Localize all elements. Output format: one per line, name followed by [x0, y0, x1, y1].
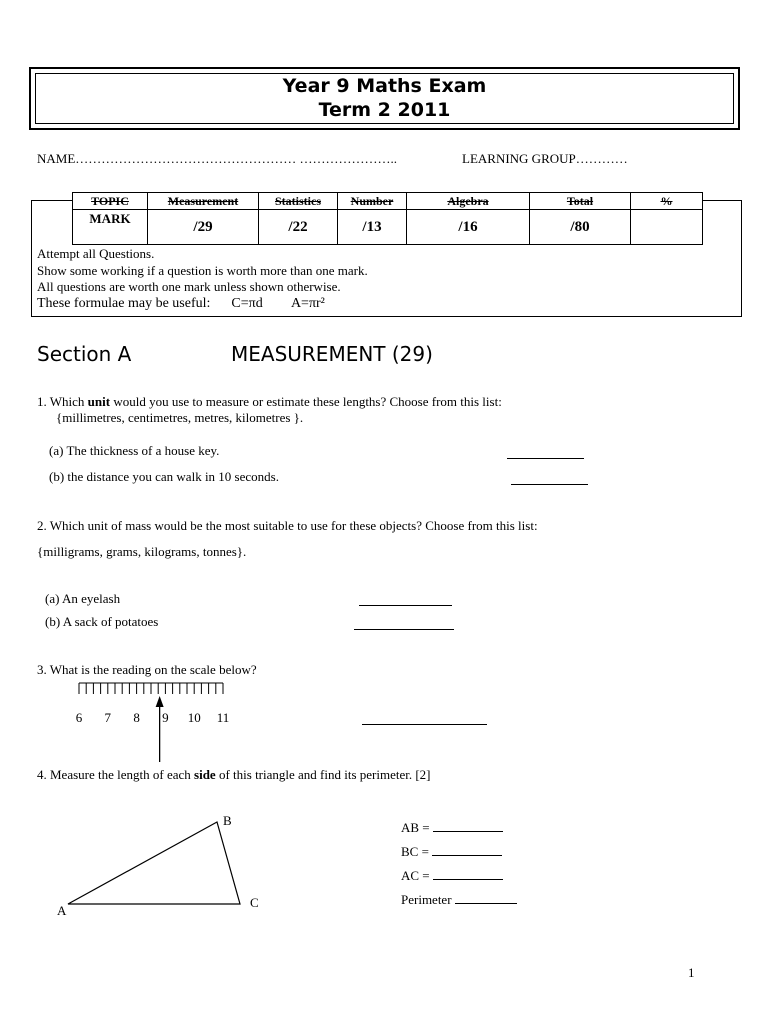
mark-row-label: MARK — [73, 210, 148, 245]
name-field[interactable]: NAME…………………………………………… ………………….. — [37, 151, 398, 166]
header-topic: TOPIC — [73, 193, 148, 210]
scale-label: 6 — [75, 710, 83, 725]
answer-ab — [401, 819, 503, 836]
q2a-answer-blank[interactable] — [359, 591, 452, 606]
q1-text-post: would you use to measure or estimate these lengths? Choose from this list: — [110, 394, 502, 409]
vertex-b-label: B — [223, 813, 232, 828]
scale-ruler — [60, 680, 250, 766]
answer-ab-label: AB = — [401, 820, 433, 835]
mark-number: /13 — [338, 210, 407, 245]
instruction-3: All questions are worth one mark unless shown otherwise. — [37, 279, 341, 294]
area-formula: A=πr² — [290, 296, 325, 311]
header-percent: % — [631, 193, 703, 210]
q2a-text: (a) An eyelash — [45, 591, 121, 606]
triangle-abc — [68, 822, 240, 904]
scale-label: 10 — [187, 710, 201, 725]
question-4 — [37, 767, 431, 783]
answer-perimeter-blank[interactable] — [455, 891, 517, 904]
header-statistics: Statistics — [259, 193, 338, 210]
scale-ticks — [79, 683, 223, 694]
q1-list: {millimetres, centimetres, metres, kilometres }. — [56, 410, 304, 425]
answer-ac — [401, 867, 503, 884]
header-algebra: Algebra — [407, 193, 530, 210]
exam-title: Year 9 Maths Exam — [282, 75, 487, 97]
exam-title-box — [29, 67, 740, 130]
question-1 — [37, 394, 502, 410]
triangle-diagram — [50, 810, 280, 925]
scale-pointer-head — [156, 696, 164, 707]
q1b-answer-blank[interactable] — [511, 470, 588, 485]
section-title: MEASUREMENT (29) — [231, 342, 433, 366]
mark-percent — [631, 210, 703, 245]
q2-text: 2. Which unit of mass would be the most suitable to use for these objects? Choose from this list: — [37, 518, 538, 533]
answer-perimeter — [401, 891, 517, 908]
mark-statistics: /22 — [259, 210, 338, 245]
formulae-label: These formulae may be useful: — [37, 296, 211, 311]
q4-text-bold: side — [194, 767, 216, 782]
answer-ab-blank[interactable] — [433, 819, 503, 832]
learning-group-field[interactable]: LEARNING GROUP………… — [462, 151, 628, 166]
scale-label: 9 — [162, 710, 169, 725]
formulae-line — [37, 296, 325, 312]
answer-ac-label: AC = — [401, 868, 433, 883]
header-measurement: Measurement — [148, 193, 259, 210]
q2-list: {milligrams, grams, kilograms, tonnes}. — [37, 544, 247, 559]
scale-pointer-arrow — [156, 696, 164, 762]
q1-text-bold: unit — [87, 394, 111, 409]
answer-ac-blank[interactable] — [433, 867, 503, 880]
mark-algebra: /16 — [407, 210, 530, 245]
q1a-text: (a) The thickness of a house key. — [49, 443, 220, 458]
page-number: 1 — [688, 965, 695, 980]
header-total: Total — [530, 193, 631, 210]
marks-table — [72, 192, 703, 245]
section-name: Section A — [37, 342, 132, 366]
exam-term: Term 2 2011 — [318, 99, 451, 121]
q2b-answer-blank[interactable] — [354, 615, 454, 630]
scale-label: 11 — [216, 710, 230, 725]
mark-total: /80 — [530, 210, 631, 245]
q1-number: 1. — [37, 394, 47, 409]
answer-bc-blank[interactable] — [432, 843, 502, 856]
q1-text-pre: Which — [49, 394, 88, 409]
q3-text: 3. What is the reading on the scale below? — [37, 662, 257, 677]
answer-perimeter-label: Perimeter — [401, 892, 455, 907]
vertex-c-label: C — [250, 895, 259, 910]
q4-text-post: of this triangle and find its perimeter. [2] — [215, 767, 431, 782]
scale-label: 8 — [133, 710, 140, 725]
scale-labels — [76, 710, 230, 725]
vertex-a-label: A — [57, 903, 67, 918]
q1a-answer-blank[interactable] — [507, 444, 584, 459]
header-number: Number — [338, 193, 407, 210]
scale-label: 7 — [104, 710, 112, 725]
q1b-text: (b) the distance you can walk in 10 seconds. — [49, 469, 279, 484]
q4-text-pre: 4. Measure the length of each — [37, 767, 195, 782]
mark-measurement: /29 — [148, 210, 259, 245]
instruction-2: Show some working if a question is worth more than one mark. — [37, 263, 368, 278]
instruction-1: Attempt all Questions. — [37, 246, 155, 261]
answer-bc — [401, 843, 502, 860]
q3-answer-blank[interactable] — [362, 710, 487, 725]
marks-header-row — [73, 193, 703, 210]
marks-row — [73, 210, 703, 245]
q2b-text: (b) A sack of potatoes — [45, 614, 159, 629]
circumference-formula: C=πd — [231, 296, 263, 311]
answer-bc-label: BC = — [401, 844, 433, 859]
